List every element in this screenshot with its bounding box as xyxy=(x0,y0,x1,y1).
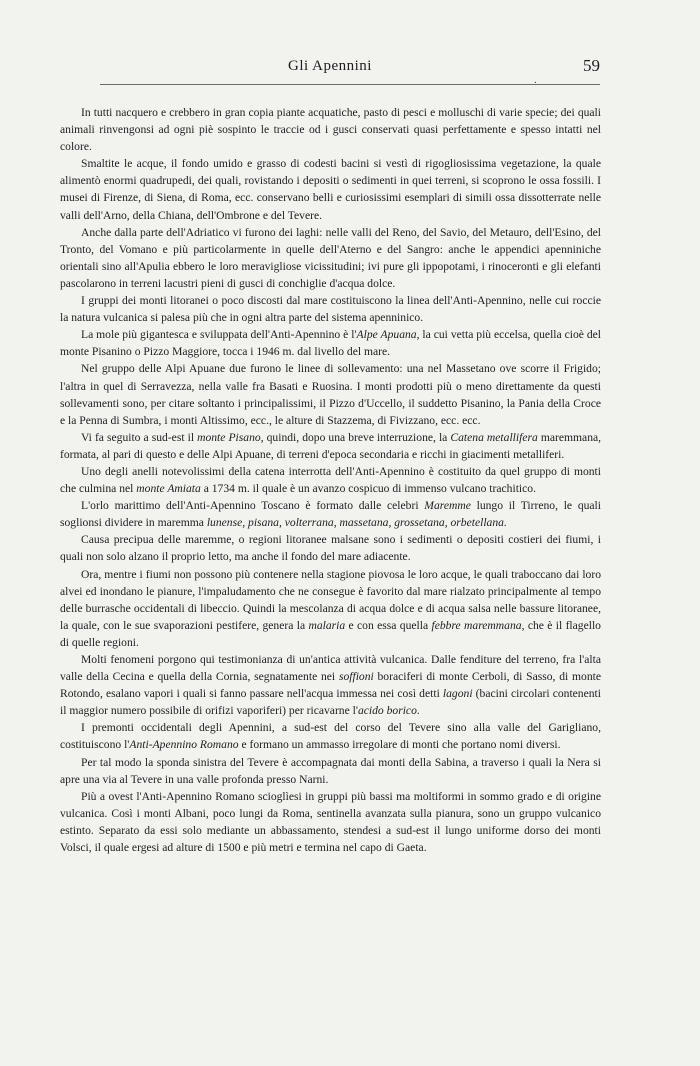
italic-text: malaria xyxy=(308,618,346,632)
paragraph xyxy=(60,497,601,531)
text-run: , che è il flagello di quelle regioni. xyxy=(60,618,601,649)
header-mark: . xyxy=(534,74,537,86)
text-run: Uno degli anelli notevolissimi della catena interrotta dell'Anti-Apennino è costituito da quel gruppo di monti che culmina nel xyxy=(60,464,601,496)
paragraph xyxy=(60,788,601,856)
text-run: L'orlo marittimo dell'Anti-Apennino Toscano è formato dalle celebri xyxy=(81,499,425,513)
paragraph xyxy=(60,104,601,155)
text-run: Ora, mentre i fiumi non possono più contenere nella stagione piovosa le loro acque, le quali traboccano dai loro alvei ed inondano le pianure, l'impaludamento che ne consegue è favorito dal mare rialzato principalmente al tempo delle burrasche occidentali di libeccio. Quindi la mescolanza di acqua dolce e di acqua salsa nelle bassure litoranee, la quale, con le sue svaporazioni pestifere, genera la xyxy=(60,567,601,632)
text-run: Causa precipua delle maremme, o regioni litoranee malsane sono i sedimenti o depositi costieri dei fiumi, i quali non solo alzano il proprio letto, ma anche il fondo del mare adiacente. xyxy=(60,533,601,564)
italic-text: lagoni xyxy=(442,687,473,701)
text-run: I gruppi dei monti litoranei o poco discosti dal mare costituiscono la linea dell'Anti-Apennino, nelle cui roccie la natura vulcanica si palesa più che in ogni altra parte del sistema apenninico. xyxy=(60,294,601,325)
italic-text: monte Amiata xyxy=(136,482,201,496)
text-run: Per tal modo la sponda sinistra del Tevere è accompagnata dai monti della Sabina, a traverso i quali la Nera si apre una via al Tevere in una valle profonda presso Narni. xyxy=(60,755,601,786)
italic-text: Alpe Apuana xyxy=(356,328,417,342)
italic-text: monte Pisano xyxy=(197,430,261,444)
italic-text: Maremme xyxy=(424,499,471,513)
text-run: . xyxy=(416,704,420,718)
text-run: , quindi, dopo una breve interruzione, la xyxy=(260,430,451,444)
running-header xyxy=(60,58,600,80)
paragraph xyxy=(60,463,601,497)
paragraph xyxy=(60,566,601,651)
text-run: Molti fenomeni porgono qui testimonianza di un'antica attività vulcanica. Dalle fenditure del terreno, fra l'alta valle della Cecina e quella della Cornia, segnatamente nei xyxy=(60,653,601,684)
paragraph xyxy=(60,719,601,753)
text-run: , la cui vetta più eccelsa, quella cioè del monte Pisanino o Pizzo Maggiore, tocca i 1946 m. dal livello del mare. xyxy=(60,328,601,359)
paragraph xyxy=(60,224,601,292)
text-run: Anche dalla parte dell'Adriatico vi furono dei laghi: nelle valli del Reno, del Savio, del Metauro, dell'Esino, del Tronto, del Vomano e più particolarmente in quelle dell'Aterno e del Sangro: anche le appendici apenniniche orientali sino all'Apulia ebbero le loro meravigliose vicissitudini; ivi pure gli ippopotami, i rinoceronti e gli elefanti pascolarono in terreni lacustri pieni di gusci di conchiglie d'acqua dolce. xyxy=(60,225,601,290)
text-run: I premonti occidentali degli Apennini, a sud-est del corso del Tevere sino alla valle del Garigliano, costituiscono l' xyxy=(60,721,601,752)
paragraph xyxy=(60,651,601,719)
paragraph xyxy=(60,429,601,463)
text-run: maremmana, formata, al pari di questo e delle Alpi Apuane, di terreni d'epoca secondaria e ricchi in giacimenti metalliferi. xyxy=(60,430,602,461)
paragraph xyxy=(60,531,601,565)
text-run: lungo il Tirreno, le quali soglionsi dividere in maremma xyxy=(60,499,601,530)
text-run: La mole più gigantesca e sviluppata dell'Anti-Apennino è l' xyxy=(81,328,357,342)
paragraph xyxy=(60,360,601,428)
italic-text: Anti-Apennino Romano xyxy=(129,738,239,752)
text-run: Vi fa seguito a sud-est il xyxy=(81,430,198,444)
italic-text: soffioni xyxy=(338,670,374,684)
header-rule xyxy=(100,84,600,85)
text-run: Più a ovest l'Anti-Apennino Romano scioglìesi in gruppi più bassi ma moltiformi in sommo grado e di origine vulcanica. Così i monti Albani, poco lungi da Roma, sentinella avanzata sulla pianura, sono un gruppo vulcanico estinto. Separato da essi solo mediante un abbassamento, stendesi a sud-est il lungo uniforme dorso dei monti Volsci, il quale ergesi ad alture di 1500 e più metri e termina nel capo di Gaeta. xyxy=(60,789,601,855)
text-run: In tutti nacquero e crebbero in gran copia piante acquatiche, pasto di pesci e molluschi di varie specie; dei quali animali rinvengonsi ad ogni piè sospinto le traccie od i gusci conservati quasi perfettamente e spesso intatti nel colore. xyxy=(60,106,601,154)
text-run: a 1734 m. il quale è un avanzo cospicuo di immenso vulcano trachitico. xyxy=(200,482,536,496)
italic-text: Catena metallifera xyxy=(450,430,538,444)
body-text xyxy=(60,104,601,856)
paragraph xyxy=(60,292,601,326)
text-run: boraciferi di monte Cerboli, di Sasso, di monte Rotondo, esalano vapori i quali si fanno passare nell'acqua immessa nei così detti xyxy=(60,670,601,701)
italic-text: lunense, pisana, volterrana, massetana, grossetana, orbetellana. xyxy=(206,516,507,530)
italic-text: acido borico xyxy=(357,704,417,718)
text-run: Smaltite le acque, il fondo umido e grasso di codesti bacini si vestì di rigogliosissima vegetazione, la quale alimentò enormi quadrupedi, dei quali, rovistando i depositi o sedimenti in quei terreni, si scoprono le ossa fossili. I musei di Firenze, di Siena, di Roma, ecc. conservano belli e curiosissimi esemplari di simili ossa dissotterrate nelle valli dell'Arno, della Chiana, dell'Ombrone e del Tevere. xyxy=(60,157,601,222)
paragraph xyxy=(60,754,601,788)
text-run: Nel gruppo delle Alpi Apuane due furono le linee di sollevamento: una nel Massetano ove scorre il Frigido; l'altra in quel di Serravezza, nella valle fra Basati e Ruosina. I monti prodotti più o meno direttamente da questi sollevamenti sono, per citare soltanto i principalissimi, il Pizzo d'Uccello, il suddetto Pisanino, la Pania della Croce e la Penna di Sumbra, i monti Altissimo, ecc., le alture di Stazzema, di Fivizzano, ecc. ecc. xyxy=(60,362,601,427)
italic-text: febbre maremmana xyxy=(431,618,522,632)
text-run: e formano un ammasso irregolare di monti che portano nomi diversi. xyxy=(238,738,561,752)
text-run: e con essa quella xyxy=(345,618,432,632)
running-title: Gli Apennini xyxy=(288,58,372,74)
page-number: 59 xyxy=(583,56,600,75)
paragraph xyxy=(60,326,601,360)
paragraph xyxy=(60,155,601,223)
text-run: (bacini circolari contenenti il maggior numero possibile di orifizi vaporiferi) per ricavarne l' xyxy=(60,687,601,718)
